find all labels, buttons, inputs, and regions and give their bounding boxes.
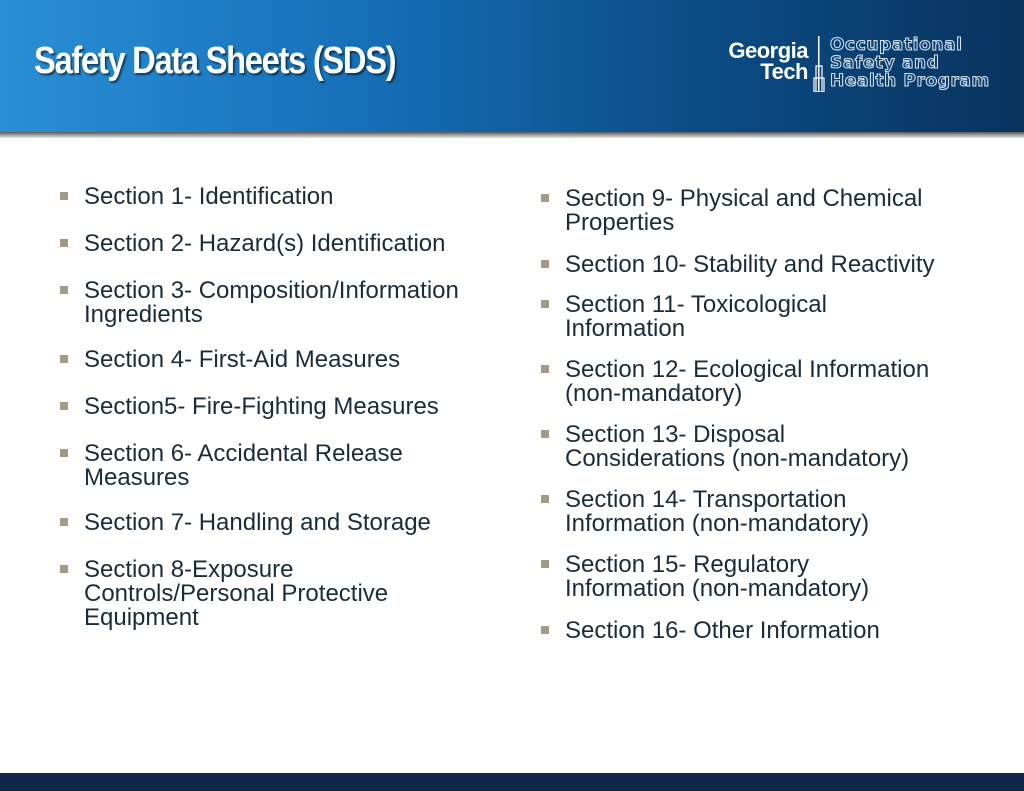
- list-item-text: Section 10- Stability and Reactivity: [565, 251, 935, 278]
- list-item-text: Information (non-mandatory): [565, 510, 870, 537]
- list-item: [541, 358, 929, 406]
- list-item-text: Section 12- Ecological Information: [565, 356, 930, 383]
- square-bullet-icon: [541, 560, 549, 568]
- list-item-text: Considerations (non-mandatory): [565, 445, 910, 472]
- list-item-text: Section 14- Transportation: [565, 486, 847, 513]
- list-item-text: Section 2- Hazard(s) Identification: [84, 230, 446, 257]
- list-item-text: Section 16- Other Information: [565, 617, 880, 644]
- square-bullet-icon: [60, 192, 68, 200]
- list-item-text: (non-mandatory): [565, 380, 743, 407]
- list-item-text: Section 1- Identification: [84, 183, 334, 210]
- logo-program-line-3: Health Program: [830, 71, 990, 91]
- square-bullet-icon: [541, 194, 549, 202]
- list-item-text: Section 7- Handling and Storage: [84, 509, 431, 536]
- list-item: [60, 442, 403, 490]
- list-item-text: Section 15- Regulatory: [565, 551, 810, 578]
- list-item: [60, 185, 333, 209]
- square-bullet-icon: [541, 430, 549, 438]
- list-item: [541, 187, 923, 235]
- square-bullet-icon: [60, 355, 68, 363]
- square-bullet-icon: [541, 365, 549, 373]
- list-item: [60, 558, 388, 630]
- list-item-text: Information: [565, 315, 686, 342]
- square-bullet-icon: [541, 626, 549, 634]
- list-item-text: Section 6- Accidental Release: [84, 440, 403, 467]
- list-item-text: Section 4- First-Aid Measures: [84, 346, 401, 373]
- list-item-text: Properties: [565, 209, 675, 236]
- list-item: [60, 511, 431, 535]
- logo-name-line-1: Georgia: [728, 38, 808, 63]
- list-item: [60, 348, 400, 372]
- slide-title: Safety Data Sheets (SDS): [34, 40, 396, 82]
- slide-footer-bar: [0, 773, 1024, 791]
- list-item: [541, 619, 880, 643]
- list-item-text: Section 13- Disposal: [565, 421, 786, 448]
- list-item-text: Section 8-Exposure: [84, 556, 294, 583]
- list-item-text: Equipment: [84, 604, 199, 631]
- logo-program-line-1: Occupational: [830, 35, 963, 55]
- square-bullet-icon: [541, 260, 549, 268]
- list-item-text: Information (non-mandatory): [565, 575, 870, 602]
- square-bullet-icon: [60, 565, 68, 573]
- list-item-text: Section 11- Toxicological: [565, 291, 827, 318]
- logo-program-line-2: Safety and: [830, 53, 940, 73]
- list-item-text: Section 3- Composition/Information: [84, 277, 459, 304]
- square-bullet-icon: [60, 286, 68, 294]
- square-bullet-icon: [60, 402, 68, 410]
- list-item-text: Ingredients: [84, 301, 203, 328]
- list-item: [541, 553, 869, 601]
- list-item-text: Section 9- Physical and Chemical: [565, 185, 923, 212]
- list-item: [60, 279, 459, 327]
- list-item: [60, 232, 446, 256]
- list-item: [541, 253, 935, 277]
- list-item-text: Section5- Fire-Fighting Measures: [84, 393, 439, 420]
- list-item: [60, 395, 439, 419]
- logo-name-line-2: Tech: [760, 59, 808, 84]
- list-item-text: Controls/Personal Protective: [84, 580, 389, 607]
- list-item-text: Measures: [84, 464, 190, 491]
- list-item: [541, 423, 909, 471]
- list-item: [541, 488, 869, 536]
- square-bullet-icon: [541, 495, 549, 503]
- square-bullet-icon: [60, 449, 68, 457]
- square-bullet-icon: [60, 518, 68, 526]
- list-item: [541, 293, 827, 341]
- square-bullet-icon: [541, 300, 549, 308]
- square-bullet-icon: [60, 239, 68, 247]
